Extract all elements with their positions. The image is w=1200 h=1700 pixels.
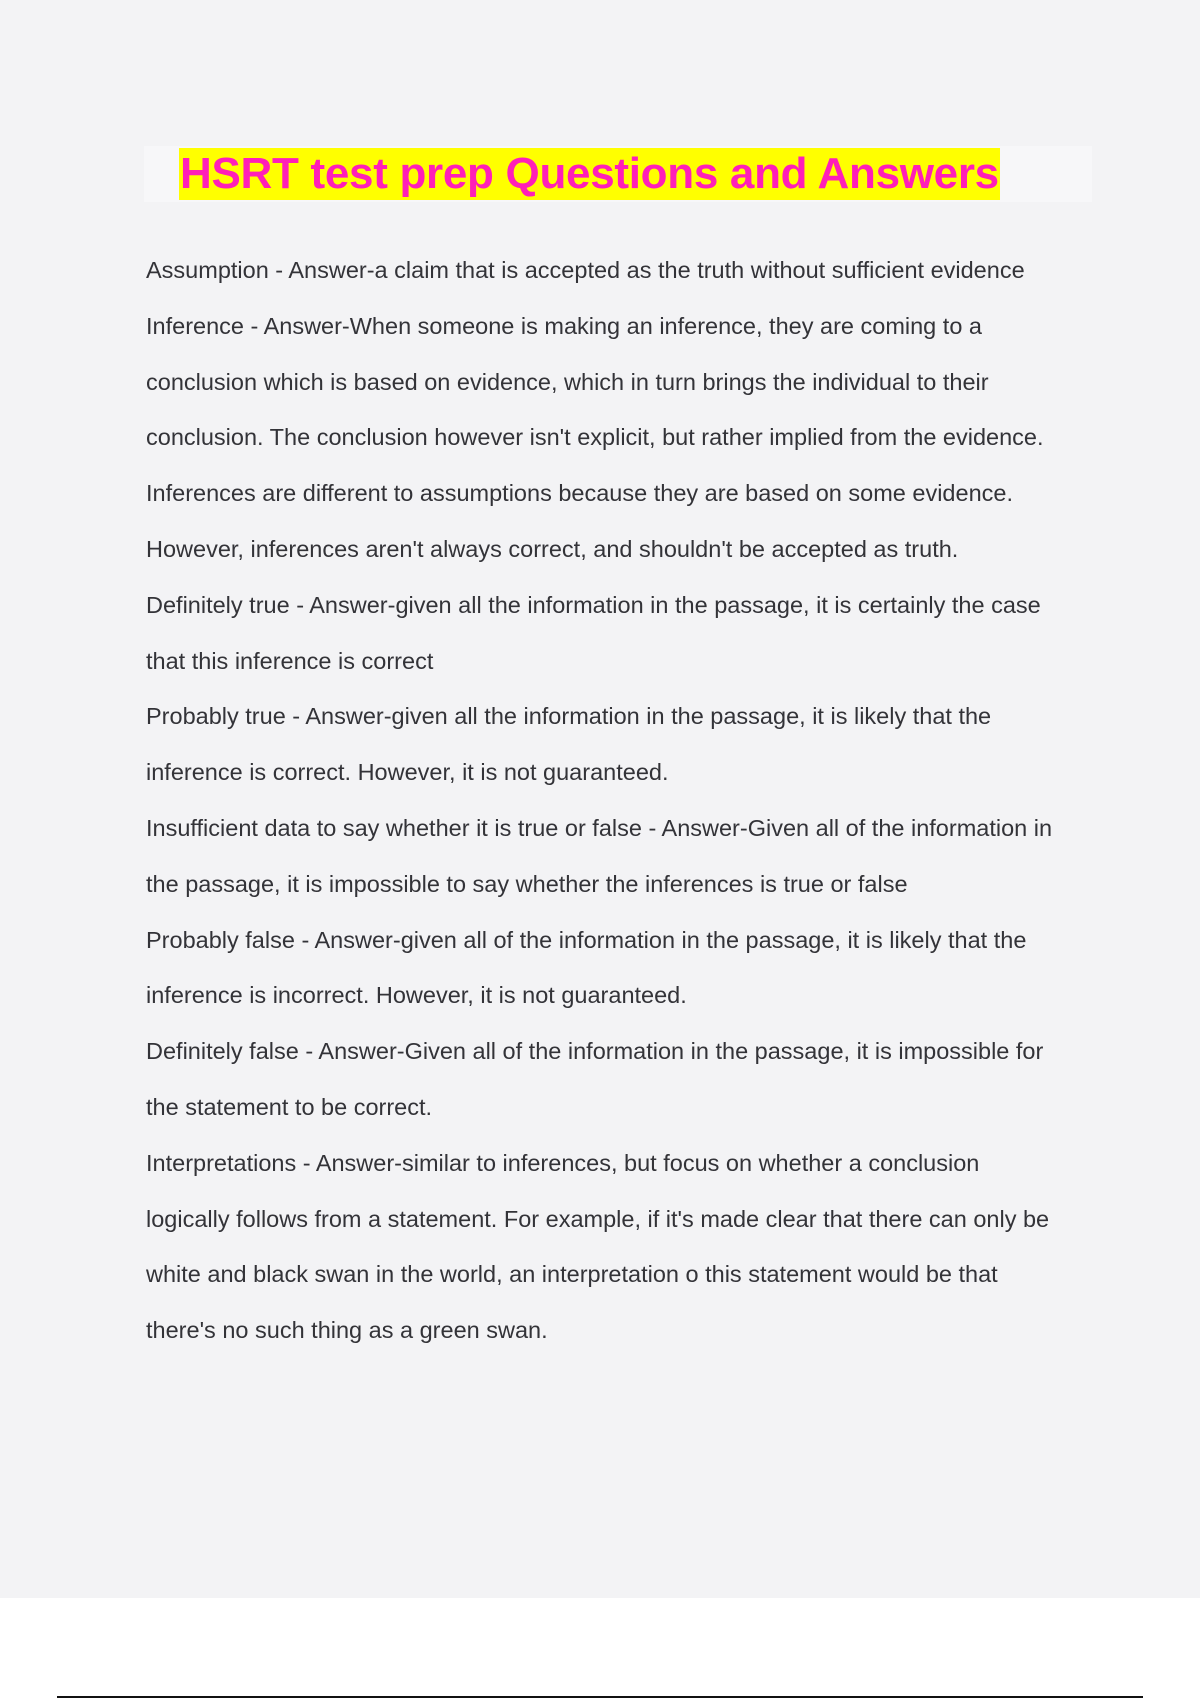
body-line: inference is incorrect. However, it is not guaranteed. [146, 982, 687, 1009]
document-title: HSRT test prep Questions and Answers [180, 149, 999, 198]
body-line: Inference - Answer-When someone is making an inference, they are coming to a [146, 312, 982, 339]
body-line: inference is correct. However, it is not guaranteed. [146, 759, 669, 786]
body-line: Assumption - Answer-a claim that is accepted as the truth without sufficient evidence [146, 257, 1025, 283]
body-line: Definitely false - Answer-Given all of the information in the passage, it is impossible for [146, 1038, 1044, 1065]
body-line: that this inference is correct [146, 647, 434, 674]
body-line: there's no such thing as a green swan. [146, 1317, 548, 1344]
body-line: the statement to be correct. [146, 1093, 433, 1120]
body-line: white and black swan in the world, an interpretation o this statement would be that [146, 1261, 998, 1288]
body-line: Definitely true - Answer-given all the information in the passage, it is certainly the case [146, 591, 1041, 618]
body-line: Probably false - Answer-given all of the information in the passage, it is likely that the [146, 926, 1027, 953]
body-line: Interpretations - Answer-similar to inferences, but focus on whether a conclusion [146, 1149, 980, 1176]
body-line: conclusion which is based on evidence, which in turn brings the individual to their [146, 368, 989, 395]
body-line: conclusion. The conclusion however isn't explicit, but rather implied from the evidence. [146, 424, 1044, 451]
body-line: However, inferences aren't always correct, and shouldn't be accepted as truth. [146, 535, 959, 562]
footer-divider [57, 1696, 1143, 1698]
body-line: Probably true - Answer-given all the information in the passage, it is likely that the [146, 703, 992, 730]
body-line: the passage, it is impossible to say whether the inferences is true or false [146, 870, 908, 897]
body-line: Insufficient data to say whether it is true or false - Answer-Given all of the information in [146, 814, 1053, 841]
body-line: logically follows from a statement. For example, if it's made clear that there can only be [146, 1205, 1050, 1232]
document-body [146, 243, 1086, 1359]
body-line: Inferences are different to assumptions because they are based on some evidence. [146, 480, 1013, 507]
